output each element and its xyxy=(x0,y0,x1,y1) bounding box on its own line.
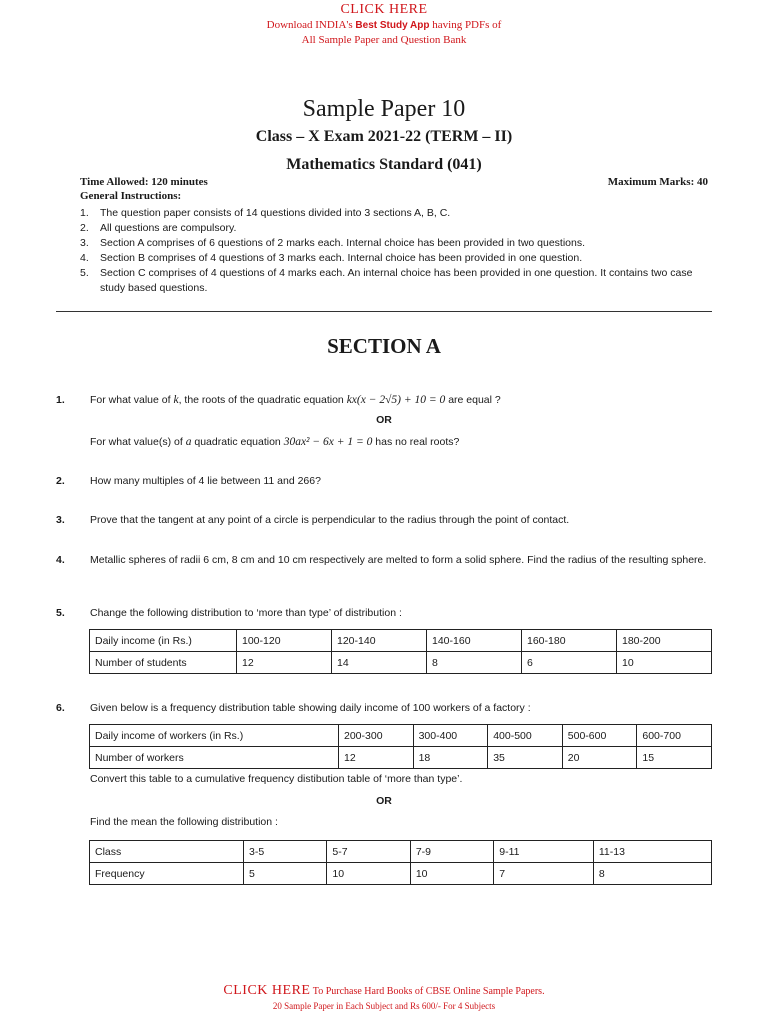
time-allowed: Time Allowed: 120 minutes xyxy=(80,176,208,188)
table-cell: 300-400 xyxy=(413,725,488,747)
maximum-marks: Maximum Marks: 40 xyxy=(607,176,708,188)
table-row xyxy=(90,652,712,674)
divider xyxy=(56,311,712,312)
promo-line-1: Download INDIA's Best Study App having PDFs of xyxy=(266,19,502,31)
question-3 xyxy=(56,513,712,528)
table-cell: 600-700 xyxy=(637,725,712,747)
or-separator: OR xyxy=(376,414,392,426)
click-here-link[interactable]: CLICK HERE xyxy=(223,983,311,998)
question-1-alternative: For what value(s) of a quadratic equation 30ax² − 6x + 1 = 0 has no real roots? xyxy=(90,436,460,448)
question-text: Prove that the tangent at any point of a circle is perpendicular to the radius through the point of contact. xyxy=(90,514,570,526)
question-text: How many multiples of 4 lie between 11 and 266? xyxy=(90,475,321,487)
table-cell: 180-200 xyxy=(617,630,712,652)
instruction-item: 5. Section C comprises of 4 questions of 4 marks each. An internal choice has been provided in one question. It contains two case study based questions. xyxy=(80,267,693,294)
table-cell: 14 xyxy=(332,652,427,674)
question-text: For what value of k, the roots of the quadratic equation kx(x − 2√5) + 10 = 0 are equal ? xyxy=(90,394,501,406)
section-heading: SECTION A xyxy=(327,334,441,358)
question-number: 3. xyxy=(56,514,65,526)
table-cell: 12 xyxy=(237,652,332,674)
table-cell: 10 xyxy=(617,652,712,674)
table-cell: 7-9 xyxy=(410,841,493,863)
table-cell: 160-180 xyxy=(522,630,617,652)
table-cell: Daily income of workers (in Rs.) xyxy=(90,725,339,747)
or-separator: OR xyxy=(376,795,392,807)
table-cell: 140-160 xyxy=(427,630,522,652)
equation: kx(x − 2√5) + 10 = 0 xyxy=(346,394,446,406)
table-cell: 8 xyxy=(427,652,522,674)
question-6-alternative: Find the mean the following distribution : xyxy=(90,816,278,828)
table-cell: Class xyxy=(90,841,244,863)
table-cell: Daily income (in Rs.) xyxy=(90,630,237,652)
class-frequency-table xyxy=(89,840,712,885)
question-5 xyxy=(56,606,712,621)
table-cell: Frequency xyxy=(90,863,244,885)
workers-income-table xyxy=(89,724,712,769)
table-row xyxy=(90,630,712,652)
question-2 xyxy=(56,474,712,489)
table-cell: 6 xyxy=(522,652,617,674)
meta-row xyxy=(80,176,708,188)
table-row xyxy=(90,863,712,885)
question-number: 1. xyxy=(56,394,65,406)
click-here-link[interactable]: CLICK HERE xyxy=(340,2,428,17)
table-cell: 15 xyxy=(637,747,712,769)
table-cell: 35 xyxy=(488,747,563,769)
table-cell: 500-600 xyxy=(562,725,637,747)
table-row xyxy=(90,841,712,863)
instruction-item: 1. The question paper consists of 14 questions divided into 3 sections A, B, C. xyxy=(80,207,451,219)
question-number: 5. xyxy=(56,607,65,619)
table-row xyxy=(90,747,712,769)
table-cell: 100-120 xyxy=(237,630,332,652)
table-cell: 18 xyxy=(413,747,488,769)
general-instructions-title: General Instructions: xyxy=(80,190,182,202)
table-cell: 12 xyxy=(339,747,414,769)
table-cell: Number of workers xyxy=(90,747,339,769)
table-cell: 8 xyxy=(593,863,711,885)
table-cell: 120-140 xyxy=(332,630,427,652)
instructions-list xyxy=(80,206,714,296)
table-cell: 20 xyxy=(562,747,637,769)
question-6 xyxy=(56,701,712,716)
promo-bottom-line-2: 20 Sample Paper in Each Subject and Rs 600/- For 4 Subjects xyxy=(272,1001,496,1011)
table-cell: 5 xyxy=(244,863,327,885)
question-text: Change the following distribution to ‘more than type’ of distribution : xyxy=(90,607,402,619)
instruction-item: 2. All questions are compulsory. xyxy=(80,222,237,234)
table-cell: 11-13 xyxy=(593,841,711,863)
table-cell: 10 xyxy=(327,863,410,885)
app-name: Best Study App xyxy=(355,20,430,31)
table-cell: 400-500 xyxy=(488,725,563,747)
instruction-item: 3. Section A comprises of 6 questions of 2 marks each. Internal choice has been provided in two questions. xyxy=(80,237,586,249)
paper-title: Sample Paper 10 xyxy=(302,96,466,122)
question-text: Metallic spheres of radii 6 cm, 8 cm and 10 cm respectively are melted to form a solid sphere. Find the radius of the resulting sphere. xyxy=(90,554,707,566)
promo-banner-bottom xyxy=(0,984,768,1013)
equation: 30ax² − 6x + 1 = 0 xyxy=(283,436,373,448)
income-students-table xyxy=(89,629,712,674)
question-4 xyxy=(56,553,712,568)
question-text: Given below is a frequency distribution table showing daily income of 100 workers of a factory : xyxy=(90,702,531,714)
table-cell: 3-5 xyxy=(244,841,327,863)
table-cell: Number of students xyxy=(90,652,237,674)
promo-banner-top xyxy=(0,2,768,48)
table-row xyxy=(90,725,712,747)
table-cell: 5-7 xyxy=(327,841,410,863)
question-1 xyxy=(56,393,712,408)
question-number: 2. xyxy=(56,475,65,487)
subject-line: Mathematics Standard (041) xyxy=(286,156,482,173)
question-number: 6. xyxy=(56,702,65,714)
instruction-item: 4. Section B comprises of 4 questions of 3 marks each. Internal choice has been provided in one question. xyxy=(80,252,583,264)
promo-line-2: All Sample Paper and Question Bank xyxy=(301,34,467,46)
question-number: 4. xyxy=(56,554,65,566)
promo-bottom-line-1: CLICK HERE To Purchase Hard Books of CBSE Online Sample Papers. xyxy=(223,983,545,998)
class-line: Class – X Exam 2021-22 (TERM – II) xyxy=(255,128,513,145)
question-6-instruction: Convert this table to a cumulative frequency distibution table of ‘more than type’. xyxy=(90,773,463,785)
table-cell: 10 xyxy=(410,863,493,885)
table-cell: 200-300 xyxy=(339,725,414,747)
table-cell: 9-11 xyxy=(494,841,594,863)
table-cell: 7 xyxy=(494,863,594,885)
